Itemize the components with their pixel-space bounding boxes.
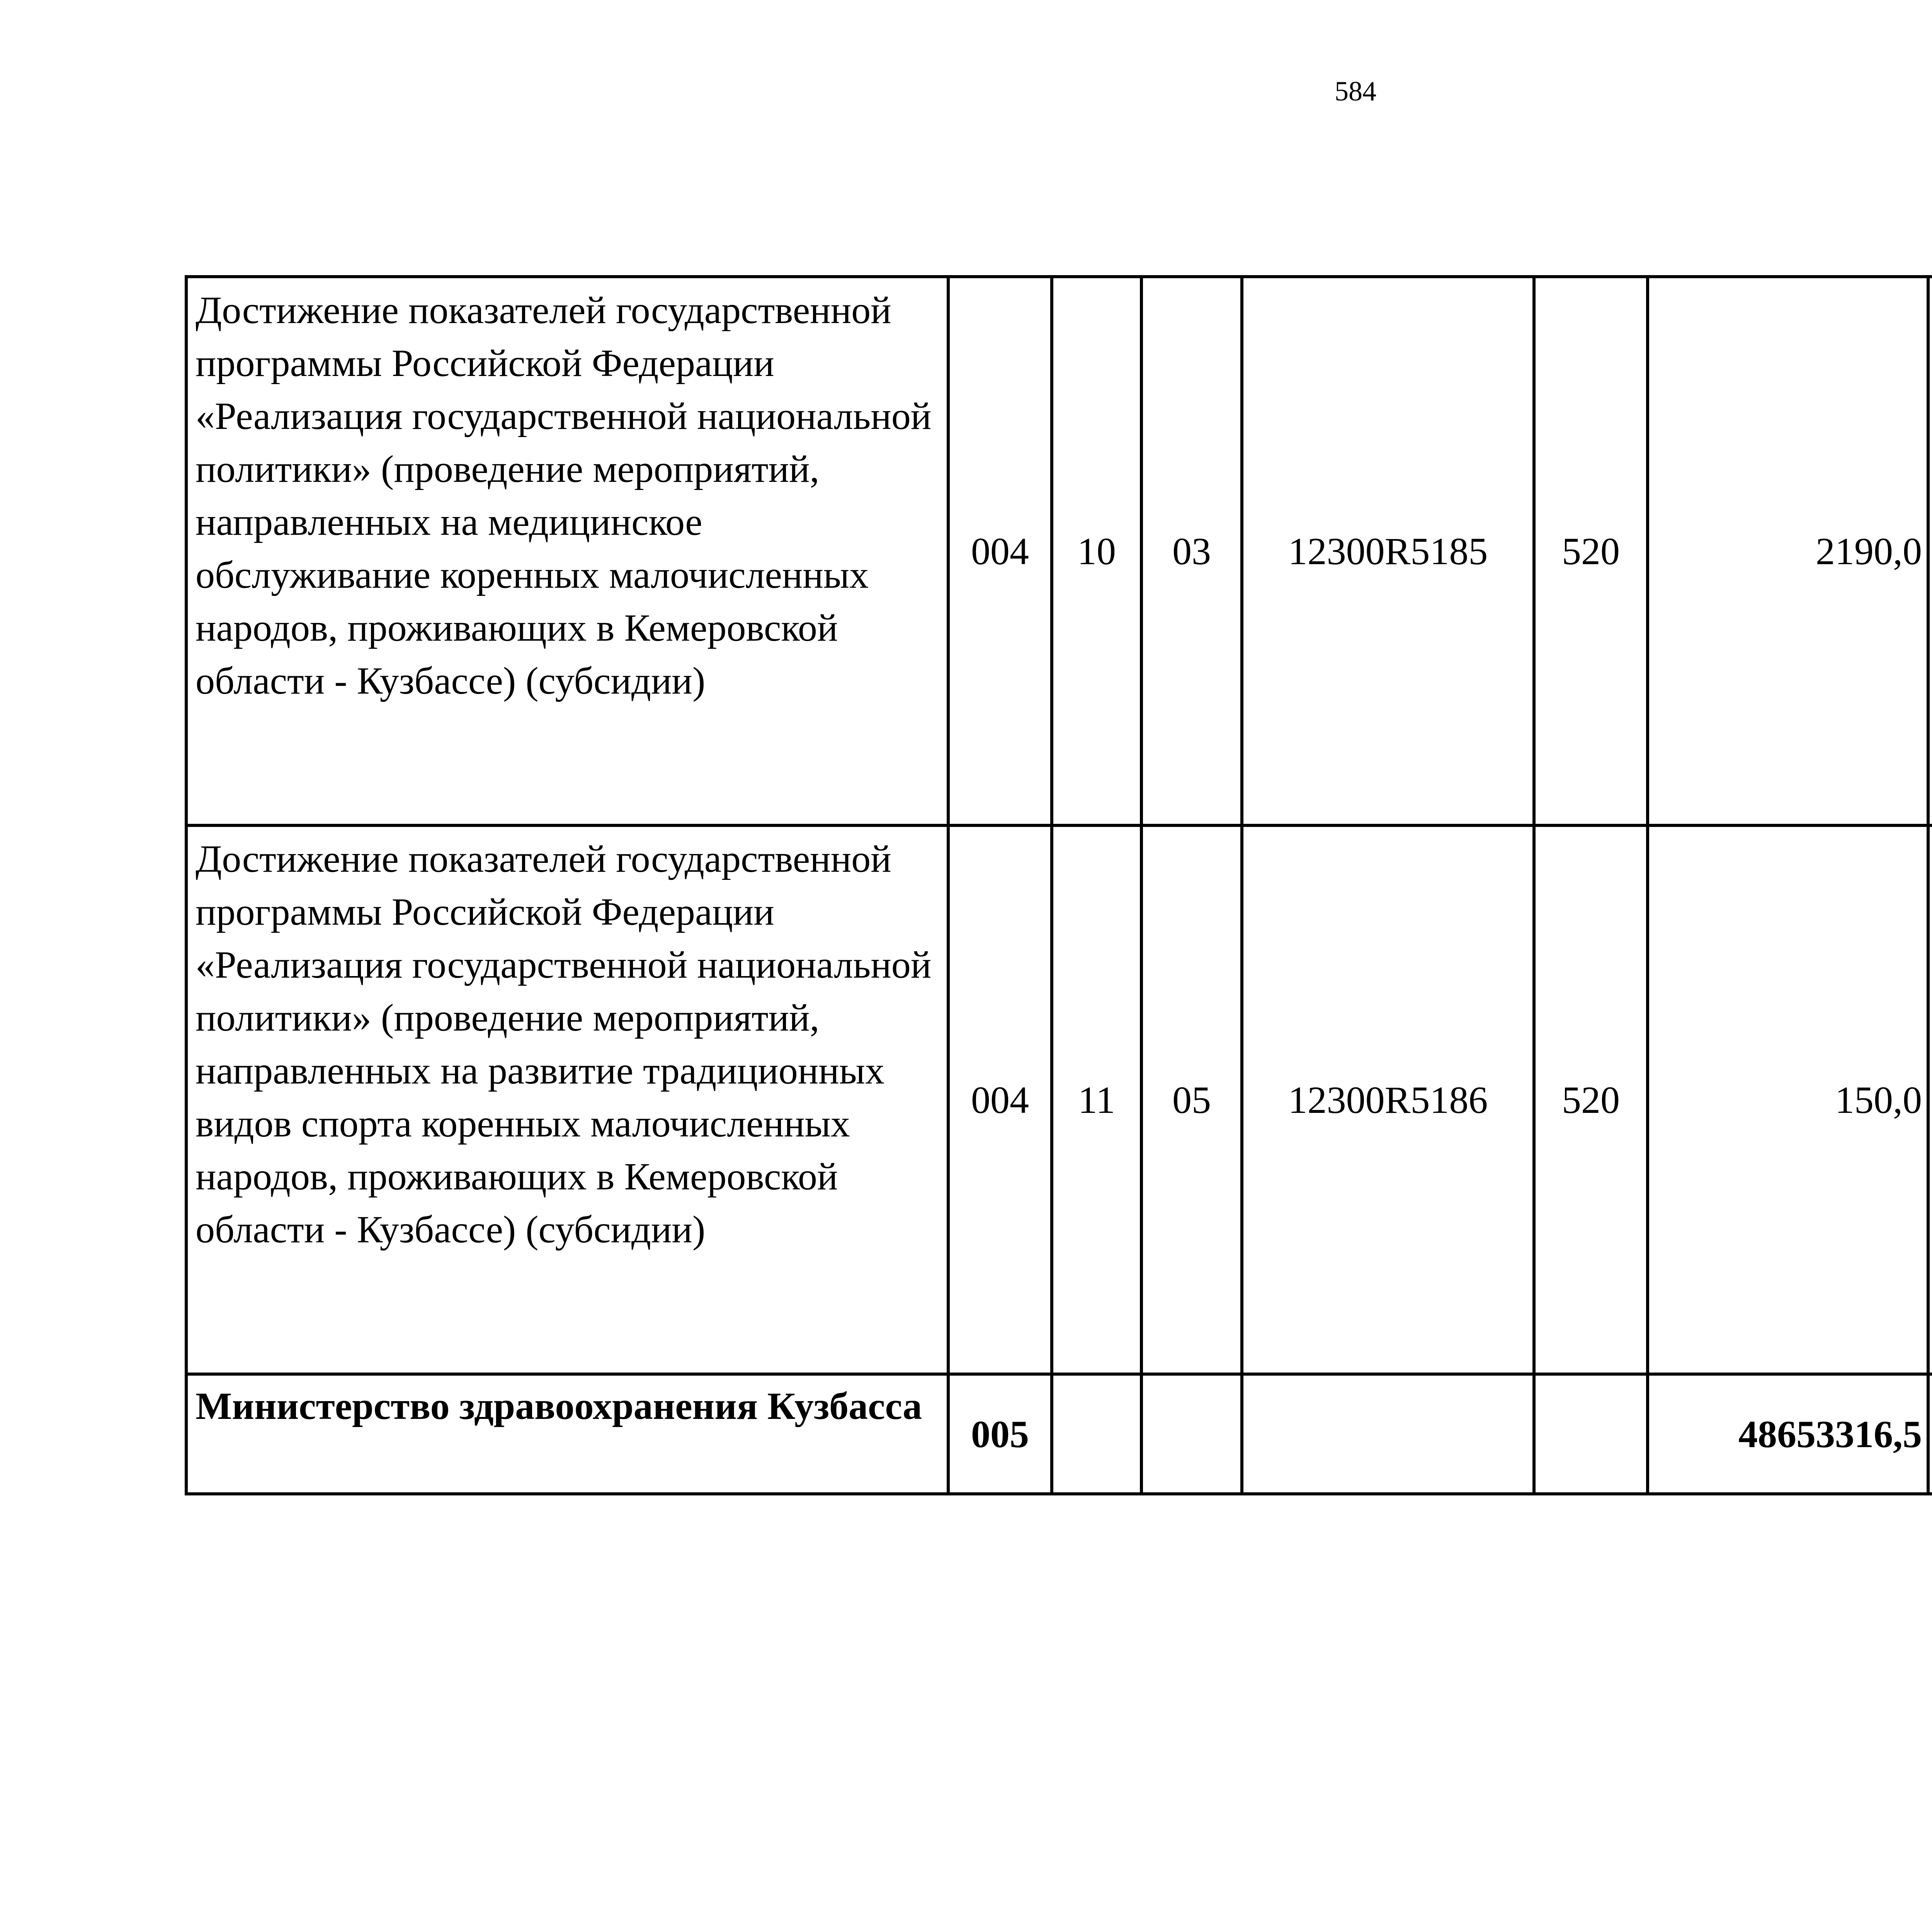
row-sum-2 <box>1928 825 1932 1374</box>
row-sum-2 <box>1928 277 1932 825</box>
row-target-article <box>1242 1374 1534 1494</box>
table-row <box>186 825 1932 1374</box>
row-name: Министерство здравоохранения Кузбасса <box>186 1374 948 1494</box>
row-section <box>1052 1374 1141 1494</box>
row-ved-code: 005 <box>948 1374 1052 1494</box>
row-ved-code: 004 <box>948 277 1052 825</box>
row-subsection <box>1141 1374 1242 1494</box>
row-target-article: 12300R5185 <box>1242 277 1534 825</box>
page-number: 584 <box>1335 76 1376 107</box>
row-name: Достижение показателей государственной программы Российской Федерации «Реализация государственной национальной политики» (проведение мероприятий, направленных на развитие традиционных видов спорта коренных малочисленных народов, проживающих в Кемеровской области - Кузбассе) (субсидии) <box>186 825 948 1374</box>
row-sum-1: 48653316,5 <box>1648 1374 1928 1494</box>
row-name: Достижение показателей государственной программы Российской Федерации «Реализация государственной национальной политики» (проведение мероприятий, направленных на медицинское обслуживание коренных малочисленных народов, проживающих в Кемеровской области - Кузбассе) (субсидии) <box>186 277 948 825</box>
row-sum-1: 2190,0 <box>1648 277 1928 825</box>
table-row <box>186 277 1932 825</box>
row-subsection: 03 <box>1141 277 1242 825</box>
row-section: 10 <box>1052 277 1141 825</box>
row-sum-1: 150,0 <box>1648 825 1928 1374</box>
row-section: 11 <box>1052 825 1141 1374</box>
row-ved-code: 004 <box>948 825 1052 1374</box>
row-expense-type <box>1534 1374 1648 1494</box>
table-row-total <box>186 1374 1932 1494</box>
row-target-article: 12300R5186 <box>1242 825 1534 1374</box>
row-subsection: 05 <box>1141 825 1242 1374</box>
row-expense-type: 520 <box>1534 277 1648 825</box>
budget-table <box>185 275 1932 1495</box>
row-expense-type: 520 <box>1534 825 1648 1374</box>
row-sum-2 <box>1928 1374 1932 1494</box>
